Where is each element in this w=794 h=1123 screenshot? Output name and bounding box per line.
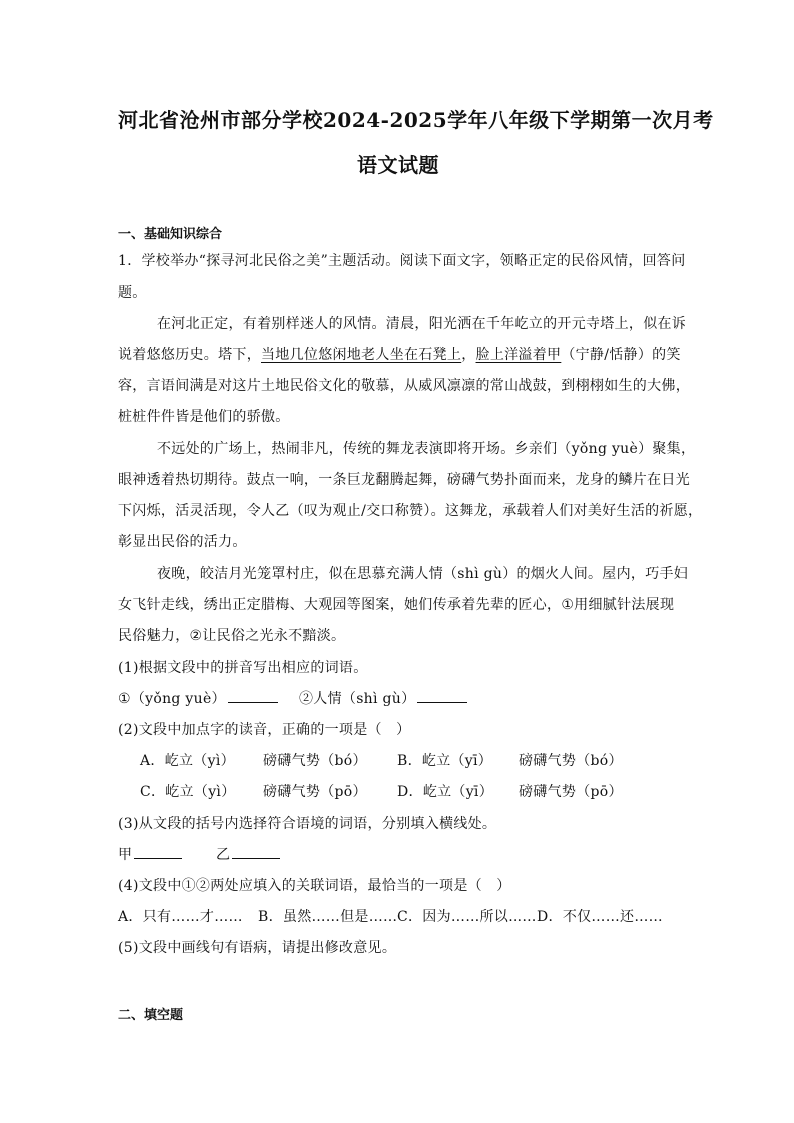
passage-p2-line2: 眼神透着热切期待。鼓点一响，一条巨龙翻腾起舞，磅礴气势扑面而来，龙身的鳞片在日光 [118, 472, 690, 488]
sub-question-2: (2)文段中加点字的读音，正确的一项是（ ） [118, 722, 411, 738]
option-2a-part1[interactable]: A．屹立（yì） [140, 753, 235, 769]
sub-question-3: (3)从文段的括号内选择符合语境的词语，分别填入横线处。 [118, 816, 497, 832]
passage-p3-line3 [118, 625, 345, 645]
passage-p2-line1: 不远处的广场上，热闹非凡，传统的舞龙表演即将开场。乡亲们（yǒng yuè）聚集， [157, 441, 696, 457]
passage-p1-line4: 桩桩件件皆是他们的骄傲。 [118, 409, 290, 425]
label-jia: 甲 [118, 847, 133, 863]
sub-question-1-item-a [118, 688, 278, 708]
passage-p2-line4: 彰显出民俗的活力。 [118, 534, 247, 550]
answer-blank[interactable] [232, 844, 280, 859]
sub-question-5: (5)文段中画线句有语病，请提出修改意见。 [118, 940, 397, 956]
section-heading-basic-knowledge: 一、基础知识综合 [118, 227, 223, 242]
sub-question-1-item-b [299, 688, 467, 708]
choice-brackets-jia: （宁静/恬静）的笑 [561, 347, 681, 363]
comma: ， [461, 347, 476, 363]
passage-p1-line2-start: 说着悠悠历史。塔下， [118, 347, 261, 363]
exam-title-line2: 语文试题 [357, 153, 439, 177]
sub-question-3-yi [216, 844, 280, 864]
underlined-sentence-2: 脸上洋溢着甲 [475, 347, 562, 363]
option-2d-part2: 磅礴气势（pō） [519, 784, 623, 800]
sub-question-3-jia [118, 844, 182, 864]
pinyin-yongyue: ①（yǒng yuè） [118, 691, 226, 707]
answer-blank[interactable] [134, 844, 182, 859]
marker-2: ② [189, 628, 203, 644]
passage-p3-line3-start: 民俗魅力， [118, 628, 190, 644]
passage-p3-line2-end: 用细腻针法展现 [574, 597, 675, 613]
label-yi: 乙 [216, 847, 231, 863]
option-2a-part2: 磅礴气势（bó） [263, 753, 367, 769]
option-4a[interactable]: A．只有……才…… [118, 909, 243, 925]
sub-question-1: (1)根据文段中的拼音写出相应的词语。 [118, 660, 368, 676]
option-4c[interactable]: C．因为……所以…… [397, 909, 537, 925]
option-4b[interactable]: B．虽然……但是…… [258, 909, 398, 925]
question-1-stem-line1: 1．学校举办“探寻河北民俗之美”主题活动。阅读下面文字，领略正定的民俗风情，回答问 [118, 253, 686, 269]
pinyin-shigu: ②人情（shì gù） [299, 691, 416, 707]
option-2b-part2: 磅礴气势（bó） [519, 753, 623, 769]
marker-1: ① [561, 597, 575, 613]
section-heading-fill-in: 二、填空题 [118, 1008, 184, 1023]
passage-p1-line2 [118, 344, 681, 364]
passage-p3-line2 [118, 594, 674, 614]
passage-p2-line3: 下闪烁，活灵活现，令人乙（叹为观止/交口称赞）。这舞龙，承载着人们对美好生活的祈愿， [118, 503, 703, 519]
exam-title-line1: 河北省沧州市部分学校2024-2025学年八年级下学期第一次月考 [118, 108, 714, 132]
passage-p3-line1: 夜晚，皎洁月光笼罩村庄，似在思慕充满人情（shì gù）的烟火人间。屋内，巧手妇 [157, 566, 689, 582]
passage-p3-line2-start: 女飞针走线，绣出正定腊梅、大观园等图案，她们传承着先辈的匠心， [118, 597, 562, 613]
passage-p3-line3-end: 让民俗之光永不黯淡。 [202, 628, 346, 644]
answer-blank[interactable] [417, 688, 467, 703]
question-1-stem-line2: 题。 [118, 285, 147, 301]
option-2d-part1[interactable]: D．屹立（yī） [397, 784, 494, 800]
option-2c-part2: 磅礴气势（pō） [263, 784, 367, 800]
answer-blank[interactable] [228, 688, 278, 703]
option-2b-part1[interactable]: B．屹立（yī） [397, 753, 493, 769]
underlined-sentence-1: 当地几位悠闲地老人坐在石凳上 [261, 347, 462, 363]
sub-question-4: (4)文段中①②两处应填入的关联词语，最恰当的一项是（ ） [118, 878, 511, 894]
passage-p1-line1: 在河北正定，有着别样迷人的风情。清晨，阳光洒在千年屹立的开元寺塔上，似在诉 [157, 316, 687, 332]
option-2c-part1[interactable]: C．屹立（yì） [140, 784, 236, 800]
passage-p1-line3: 容，言语间满是对这片土地民俗文化的敬慕，从威风凛凛的常山战鼓，到栩栩如生的大佛， [118, 378, 690, 394]
option-4d[interactable]: D．不仅……还…… [537, 909, 663, 925]
